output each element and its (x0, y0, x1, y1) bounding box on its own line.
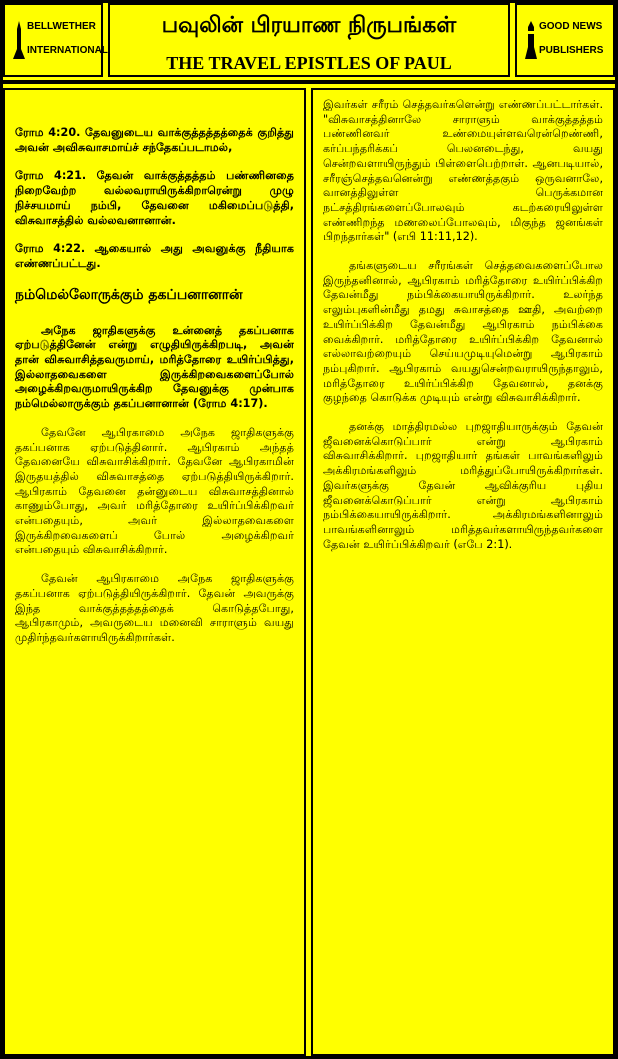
left-column (3, 88, 306, 1056)
english-title: THE TRAVEL EPISTLES OF PAUL (166, 53, 452, 73)
verse-romans-4-20: ரோம 4:20. தேவனுடைய வாக்குத்தத்தத்தைக் குறித்து அவன் அவிசுவாசமாய்ச் சந்தேகப்படாமல், (15, 126, 294, 154)
right-logo-line2: PUBLISHERS (539, 45, 604, 56)
tamil-title: பவுலின் பிரயாண நிருபங்கள் (161, 13, 457, 38)
right-paragraph-3: தனக்கு மாத்திரமல்ல புறஜாதியாருக்கும் தேவன் ஜீவனைக்கொடுப்பார் என்று ஆபிரகாம் விசுவாசிக்கிறார். புறஜாதியார் தங்கள் பாவங்களிலும் அக்கிரமங்களிலும் மரித்துப்போயிருக்கிறார்கள். இவர்களுக்கு தேவன் ஆவிக்குரிய புதிய ஜீவனைக்கொடுப்பார் என்று ஆபிரகாம் நம்பிக்கையாயிருக்கிறார். அக்கிரமங்களினாலும் பாவங்களினாலும் மரித்தவர்களாயிருந்தவர்களை தேவன் உயிர்ப்பிக்கிறவர் (எபே 2:1). (323, 420, 603, 551)
right-column (311, 88, 615, 1056)
verse-romans-4-21: ரோம 4:21. தேவன் வாக்குத்தத்தம் பண்ணினதை நிறைவேற்ற வல்லவராயிருக்கிறாரென்று முழு நிச்சயமாய் நம்பி, தேவனை மகிமைப்படுத்தி, விசுவாசத்தில் வல்லவனானான். (15, 169, 294, 227)
left-paragraph-1: அநேக ஜாதிகளுக்கு உன்னைத் தகப்பனாக ஏற்படுத்தினேன் என்று எழுதியிருக்கிறபடி, அவன் தான் விசுவாசித்தவருமாய், மரித்தோரை உயிர்ப்பித்து, இல்லாதவைகளை இருக்கிறவைகளைப்போல் அழைக்கிறவருமாயிருக்கிற தேவனுக்கு முன்பாக நம்மெல்லாருக்கும் தகப்பனானான் (ரோம 4:17). (15, 323, 294, 411)
left-paragraph-2: தேவனே ஆபிரகாமை அநேக ஜாதிகளுக்கு தகப்பனாக ஏற்படுத்தினார். ஆபிரகாம் அந்தத் தேவனையே விசுவாசிக்கிறார். தேவனே ஆபிரகாமின் இருதயத்தில் விசுவாசத்தை ஏற்படுத்தியிருக்கிறார். ஆபிரகாம் தேவனை தன்னுடைய விசுவாசத்தினால் காணும்போது, அவர் மரித்தோரை உயிர்ப்பிக்கிறவர் என்பதையும், அவர் இல்லாதவைகளை இருக்கிறவைகளைப் போல் அழைக்கிறவர் என்பதையும் விசுவாசிக்கிறார். (15, 425, 294, 557)
page-header (0, 0, 618, 80)
header-divider (0, 80, 618, 84)
right-paragraph-2: தங்களுடைய சரீரங்கள் செத்தவைகளைப்போல இருந்தனினால், ஆபிரகாம் மரித்தோரை உயிர்ப்பிக்கிற தேவன்மீது நம்பிக்கையாயிருக்கிறார். உலர்ந்த எலும்புகளின்மீது தமது சுவாசத்தை ஊதி, அவற்றை உயிர்ப்பிக்கிற தேவன்மீது ஆபிரகாம் நம்பிக்கை வைக்கிறார். மரித்தோரை உயிர்ப்பிக்கிற தேவனால் எல்லாவற்றையும் செய்யமுடியுமென்று ஆபிரகாம் நம்புகிறார். ஆபிரகாம் வயதுசென்றவராயிருந்தாலும், மரித்தோரை உயிர்ப்பிக்கிற தேவனால், தனக்கு குழந்தை கொடுக்க முடியும் என்று விசுவாசிக்கிறார். (323, 259, 603, 405)
right-logo-box (515, 3, 615, 77)
left-paragraph-3: தேவன் ஆபிரகாமை அநேக ஜாதிகளுக்கு தகப்பனாக ஏற்படுத்தியிருக்கிறார். தேவன் அவருக்கு இந்த வாக்குத்தத்தத்தைக் கொடுத்தபோது, ஆபிரகாமும், அவருடைய மனைவி சாராளும் வயது முதிர்ந்தவர்களாயிருக்கிறார்கள். (15, 572, 294, 644)
right-logo-line1: GOOD NEWS (539, 21, 603, 32)
verse-romans-4-22: ரோம 4:22. ஆகையால் அது அவனுக்கு நீதியாக எண்ணப்பட்டது. (15, 242, 294, 270)
left-logo-line1: BELLWETHER (27, 21, 96, 32)
lamp-icon (523, 19, 539, 63)
title-box (108, 3, 510, 77)
right-paragraph-1: இவர்கள் சரீரம் செத்தவர்களென்று எண்ணப்பட்டார்கள். "விசுவாசத்தினாலே சாராளும் வாக்குத்தத்தம் பண்ணினவர் உண்மையுள்ளவரென்றெண்ணி, கர்ப்பந்தரிக்கப் பெலனடைந்து, வயது சென்றவளாயிருந்தும் பிள்ளைபெற்றாள். ஆனபடியால், சரீரஞ்செத்தவனென்று எண்ணத்தகும் ஒருவனாலே, வானத்திலுள்ள பெருக்கமான நட்சத்திரங்களைப்போலவும் கடற்கரையிலுள்ள எண்ணிறந்த மணலைப்போலவும், மிகுந்த ஜனங்கள் பிறந்தார்கள்" (எபி 11:11,12). (323, 98, 603, 244)
bell-icon (11, 19, 27, 63)
section-heading: நம்மெல்லோருக்கும் தகப்பனானான் (15, 286, 243, 303)
left-logo-line2: INTERNATIONAL (27, 45, 108, 56)
left-logo-box (3, 3, 108, 77)
